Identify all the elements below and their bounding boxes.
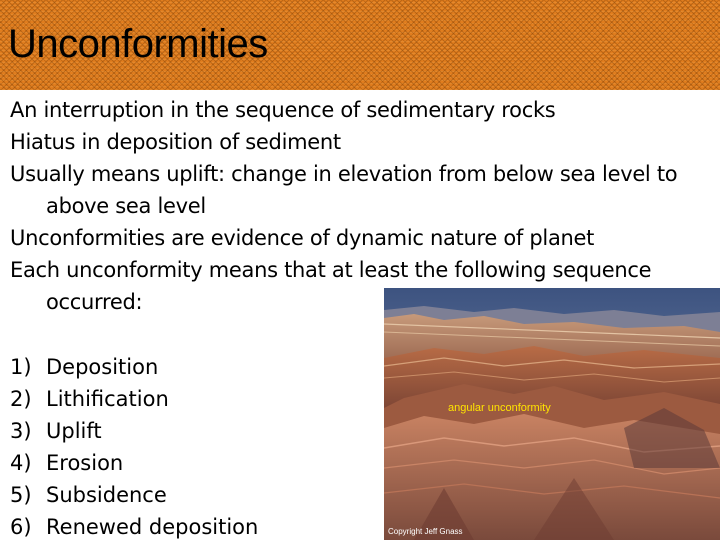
title-bar: [0, 0, 720, 90]
sequence-item: [10, 351, 258, 383]
sequence-item: [10, 383, 258, 415]
sequence-label: Lithification: [46, 387, 169, 411]
canyon-landscape-image: [384, 288, 720, 540]
bullet-item: Usually means uplift: change in elevation from below sea level to above sea level: [10, 162, 678, 218]
sequence-list: [10, 351, 258, 540]
canyon-photo: [384, 288, 720, 540]
sequence-item: [10, 415, 258, 447]
sequence-label: Uplift: [46, 419, 102, 443]
sequence-item: [10, 511, 258, 540]
sequence-label: Erosion: [46, 451, 124, 475]
sequence-number: 1): [10, 355, 32, 379]
sequence-label: Deposition: [46, 355, 159, 379]
sequence-item: [10, 479, 258, 511]
sequence-number: 4): [10, 451, 32, 475]
sequence-number: 5): [10, 483, 32, 507]
photo-credit: Copyright Jeff Gnass: [388, 527, 463, 536]
bullet-item: An interruption in the sequence of sedimentary rocks: [10, 98, 556, 122]
bullet-item: Hiatus in deposition of sediment: [10, 130, 341, 154]
sequence-number: 6): [10, 515, 32, 539]
sequence-item: [10, 447, 258, 479]
sequence-label: Renewed deposition: [46, 515, 259, 539]
sequence-label: Subsidence: [46, 483, 167, 507]
bullet-list: [10, 94, 710, 318]
sequence-number: 2): [10, 387, 32, 411]
bullet-item: Each unconformity means that at least the following sequence occurred:: [10, 258, 652, 314]
photo-annotation: angular unconformity: [448, 402, 551, 414]
slide-title: Unconformities: [8, 22, 268, 66]
sequence-number: 3): [10, 419, 32, 443]
bullet-item: Unconformities are evidence of dynamic nature of planet: [10, 226, 595, 250]
